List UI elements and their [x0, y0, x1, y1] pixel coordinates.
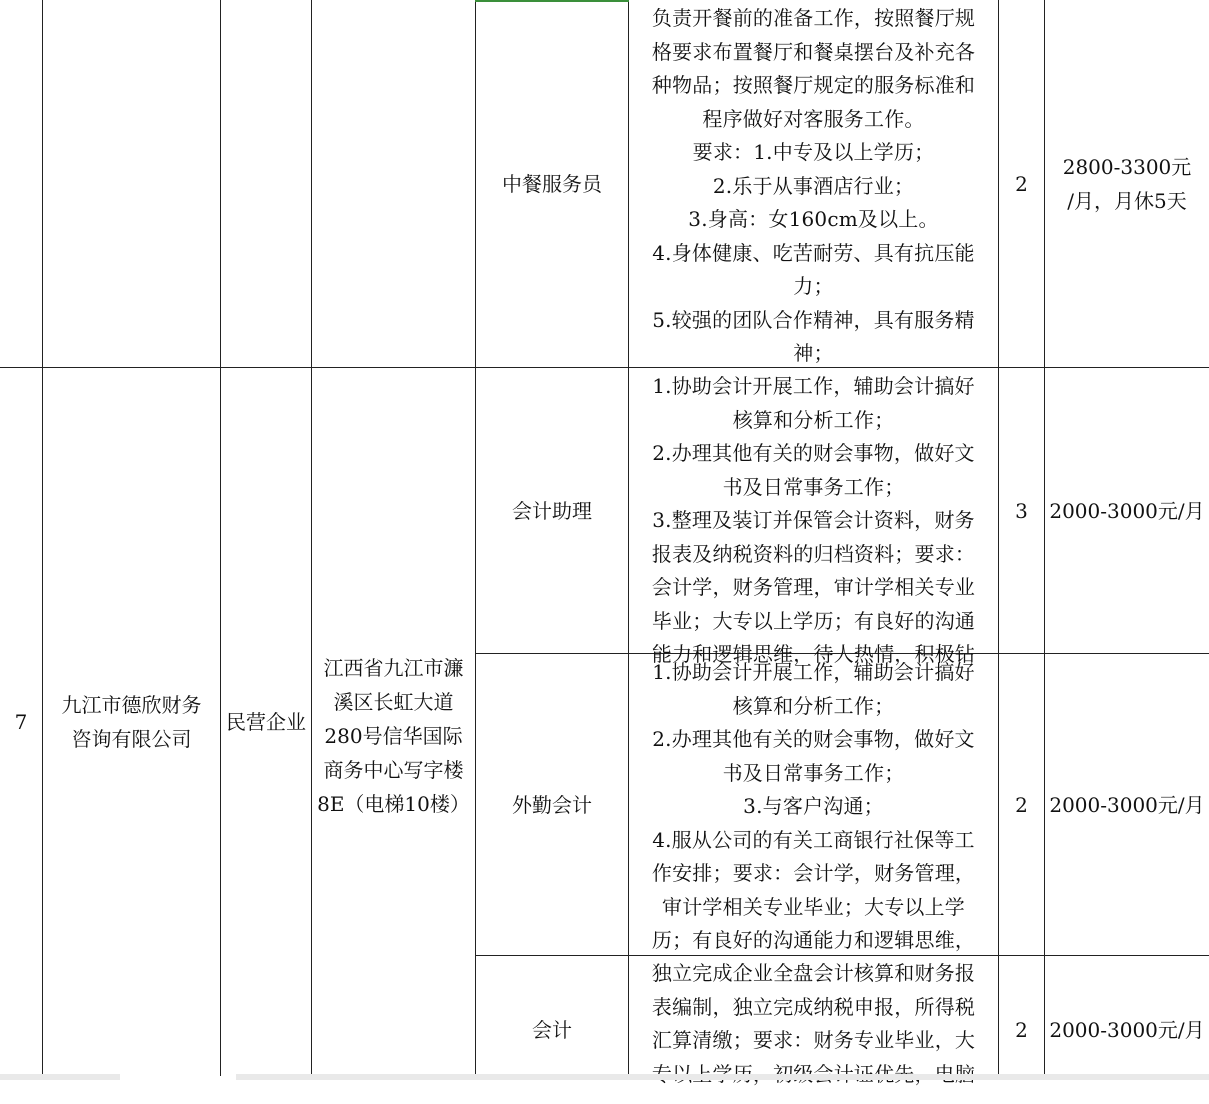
description-line: 格要求布置餐厅和餐桌摆台及补充各: [651, 39, 976, 64]
description-line: 负责开餐前的准备工作，按照餐厅规: [651, 6, 976, 30]
description-line: 作安排；要求：会计学，财务管理，: [651, 861, 976, 885]
count-value: 2: [1015, 1018, 1028, 1042]
description-line: 审计学相关专业毕业；大专以上学: [662, 894, 965, 919]
description-line: 历；有良好的沟通能力和逻辑思维，: [651, 928, 976, 952]
description-line: 汇算清缴；要求：财务专业毕业，大: [651, 1028, 976, 1052]
position-label: 外勤会计: [512, 792, 592, 817]
company-type-cell: [221, 368, 311, 1076]
count-value: 2: [1015, 171, 1028, 196]
description-line: 3.与客户沟通；: [743, 794, 884, 818]
description-line: 毕业；大专以上学历；有良好的沟通: [651, 608, 976, 633]
description-line: 力；: [793, 274, 834, 298]
address-cell: [312, 368, 475, 1103]
count-value: 2: [1015, 792, 1028, 817]
description-cell: [629, 2, 998, 367]
description-cell: [629, 957, 998, 1075]
description-line: 5.较强的团队合作精神，具有服务精: [652, 307, 975, 332]
salary-value: 2000-3000元/月: [1049, 792, 1205, 817]
address-line: 溪区长虹大道: [333, 689, 454, 714]
description-line: 1.协助会计开展工作，辅助会计搞好: [652, 660, 975, 684]
description-line: 2.办理其他有关的财会事物，做好文: [652, 727, 975, 751]
company-type: 民营企业: [226, 710, 306, 734]
description-cell: [629, 656, 998, 955]
description-line: 独立完成企业全盘会计核算和财务报: [651, 961, 976, 985]
bottom-strip-right: [236, 1074, 1209, 1080]
count-cell: [999, 368, 1044, 653]
description-line: 4.服从公司的有关工商银行社保等工: [652, 827, 975, 852]
salary-value: 2000-3000元/月: [1049, 498, 1205, 523]
description-line: 3.整理及装订并保管会计资料，财务: [652, 508, 975, 532]
position-label: 会计: [532, 1018, 572, 1042]
address-line: 8E（电梯10楼）: [317, 791, 470, 816]
count-cell: [999, 956, 1044, 1104]
company-name-cell: [43, 368, 220, 1076]
description-line: 要求：1.中专及以上学历；: [692, 140, 935, 164]
salary-cell: [1045, 654, 1209, 955]
description-line: 书及日常事务工作；: [722, 760, 905, 785]
description-line: 2.乐于从事酒店行业；: [712, 173, 915, 198]
salary-cell: [1045, 956, 1209, 1104]
position-label: 中餐服务员: [502, 171, 602, 196]
index-value: 7: [14, 710, 28, 734]
address-line: 280号信华国际: [324, 723, 463, 748]
address-line: 商务中心写字楼: [323, 757, 464, 782]
position-label: 会计助理: [512, 498, 592, 523]
salary-value: 2000-3000元/月: [1049, 1018, 1205, 1042]
salary-line-2: /月，月休5天: [1067, 188, 1187, 213]
address-line: 江西省九江市濂: [323, 655, 464, 680]
description-line: 核算和分析工作；: [732, 407, 895, 432]
description-line: 3.身高：女160cm及以上。: [688, 207, 939, 231]
description-line: 能力和逻辑思维，待人热情，积极钻: [651, 642, 976, 666]
description-line: 种物品；按照餐厅规定的服务标准和: [651, 73, 976, 97]
description-line: 表编制，独立完成纳税申报，所得税: [651, 994, 976, 1019]
salary-cell: [1045, 368, 1209, 653]
description-cell: [629, 370, 998, 666]
count-cell: [999, 654, 1044, 955]
position-cell: [476, 956, 628, 1104]
salary-line-1: 2800-3300元: [1062, 154, 1192, 179]
position-cell: [476, 654, 628, 955]
description-line: 报表及纳税资料的归档资料；要求：: [651, 541, 976, 566]
position-cell: [476, 0, 628, 367]
count-cell: [999, 0, 1044, 367]
description-line: 1.协助会计开展工作，辅助会计搞好: [652, 374, 975, 398]
count-value: 3: [1015, 498, 1028, 523]
company-name-line-1: 九江市德欣财务: [61, 693, 202, 717]
description-line: 核算和分析工作；: [732, 693, 895, 718]
description-line: 4.身体健康、吃苦耐劳、具有抗压能: [652, 240, 975, 265]
position-cell: [476, 368, 628, 653]
description-line: 2.办理其他有关的财会事物，做好文: [652, 441, 975, 465]
description-line: 会计学，财务管理，审计学相关专业: [651, 575, 976, 599]
salary-cell: [1045, 0, 1209, 367]
description-line: 神；: [793, 341, 834, 365]
description-line: 书及日常事务工作；: [722, 474, 905, 499]
bottom-strip-left: [0, 1074, 120, 1080]
description-line: 程序做好对客服务工作。: [702, 106, 925, 131]
company-name-line-2: 咨询有限公司: [71, 727, 192, 751]
index-cell: [0, 368, 42, 1076]
